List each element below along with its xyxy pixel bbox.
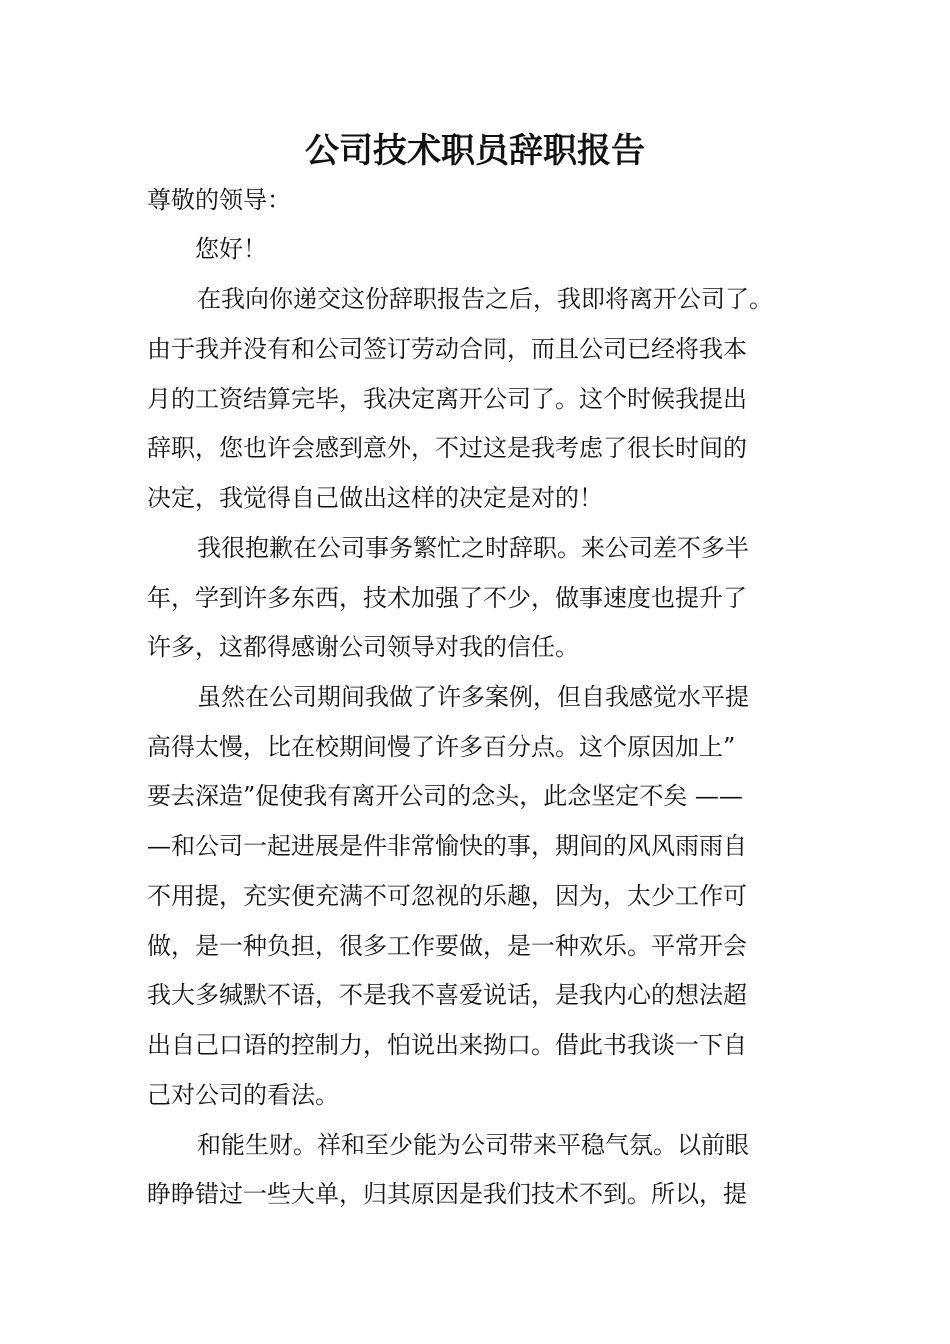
paragraph-line: 不用提，充实便充满不可忽视的乐趣，因为，太少工作可: [147, 882, 747, 910]
paragraph-line: 我很抱歉在公司事务繁忙之时辞职。来公司差不多半: [197, 534, 749, 562]
paragraph-line: 和能生财。祥和至少能为公司带来平稳气氛。以前眼: [197, 1131, 749, 1159]
paragraph-line: 高得太慢，比在校期间慢了许多百分点。这个原因加上”: [147, 733, 736, 761]
paragraph-line: 年，学到许多东西，技术加强了不少，做事速度也提升了: [147, 584, 747, 612]
paragraph-line: 睁睁错过一些大单，归其原因是我们技术不到。所以，提: [147, 1180, 747, 1208]
paragraph-line: 决定，我觉得自己做出这样的决定是对的！: [147, 484, 603, 512]
paragraph-line: 做，是一种负担，很多工作要做，是一种欢乐。平常开会: [147, 932, 747, 960]
paragraph-line: 要去深造”促使我有离开公司的念头，此念坚定不矣 ——: [147, 782, 743, 810]
paragraph-line: 我大多缄默不语，不是我不喜爱说话，是我内心的想法超: [147, 981, 747, 1009]
document-title: 公司技术职员辞职报告: [305, 131, 645, 171]
salutation: 尊敬的领导：: [147, 186, 291, 214]
greeting: 您好！: [195, 235, 267, 263]
paragraph-line: —和公司一起进展是件非常愉快的事，期间的风风雨雨自: [147, 832, 747, 860]
paragraph-line: 月的工资结算完毕，我决定离开公司了。这个时候我提出: [147, 385, 747, 413]
paragraph-line: 虽然在公司期间我做了许多案例，但自我感觉水平提: [197, 683, 749, 711]
paragraph-line: 许多，这都得感谢公司领导对我的信任。: [147, 633, 579, 661]
paragraph-line: 在我向你递交这份辞职报告之后，我即将离开公司了。: [197, 285, 773, 313]
paragraph-line: 己对公司的看法。: [147, 1081, 339, 1109]
paragraph-line: 出自己口语的控制力，怕说出来拗口。借此书我谈一下自: [147, 1031, 747, 1059]
paragraph-line: 辞职，您也许会感到意外，不过这是我考虑了很长时间的: [147, 434, 747, 462]
paragraph-line: 由于我并没有和公司签订劳动合同，而且公司已经将我本: [147, 335, 747, 363]
